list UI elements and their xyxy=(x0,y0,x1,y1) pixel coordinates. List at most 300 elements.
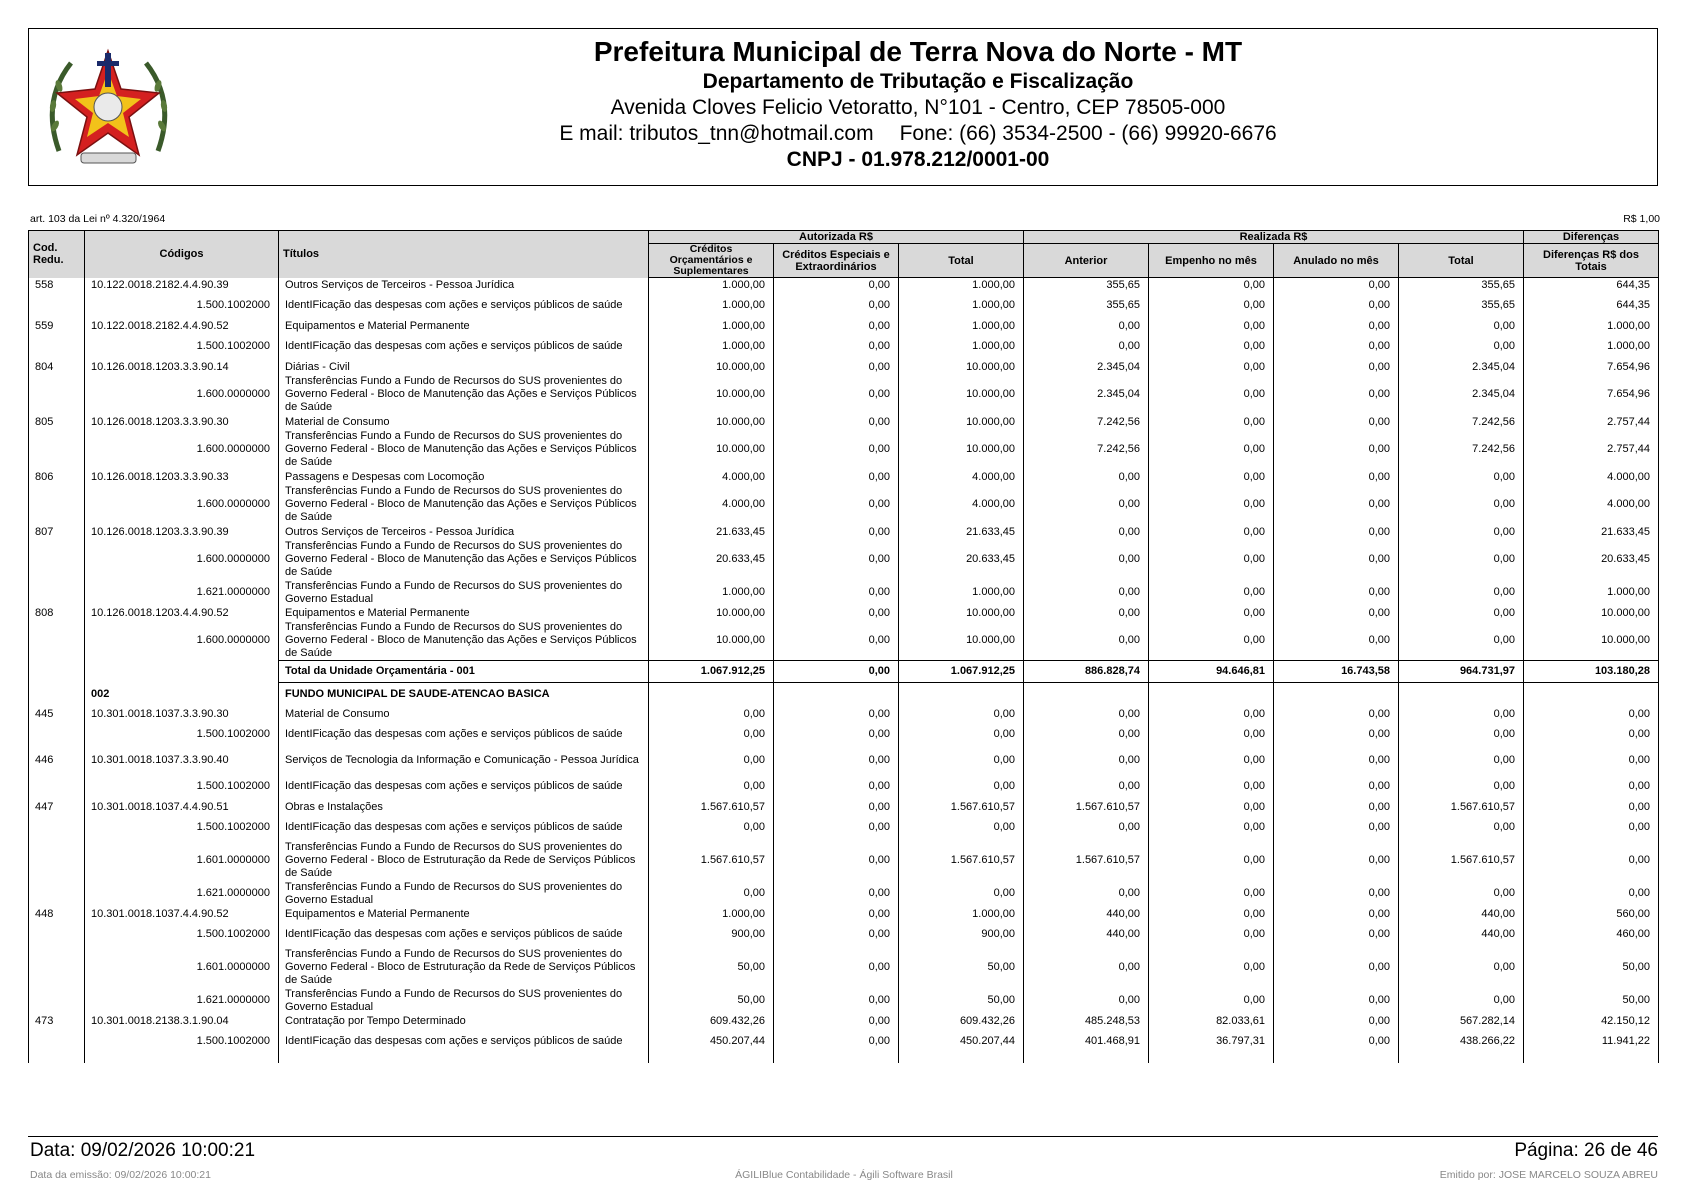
cell-credito-especial: 0,00 xyxy=(774,661,899,683)
cell-total-autorizada: 0,00 xyxy=(899,774,1024,800)
cell-total-autorizada: 10.000,00 xyxy=(899,621,1024,661)
cell-total-autorizada: 1.000,00 xyxy=(899,278,1024,293)
cell-title: IdentIFicação das despesas com ações e serviços públicos de saúde xyxy=(279,334,649,360)
cell-cod: 806 xyxy=(29,470,85,485)
cell-anulado: 0,00 xyxy=(1274,907,1399,922)
cell-code: 1.621.0000000 xyxy=(85,881,279,907)
cell-credito-orcamentario: 1.000,00 xyxy=(649,278,774,293)
address: Avenida Cloves Felicio Vetoratto, N°101 - Centro, CEP 78505-000 xyxy=(610,96,1226,119)
cell-empenho: 0,00 xyxy=(1149,606,1274,621)
cell-cod xyxy=(29,774,85,800)
cell-diferenca: 2.757,44 xyxy=(1524,430,1659,470)
table-subrow xyxy=(29,1029,1659,1055)
cell-title: Equipamentos e Material Permanente xyxy=(279,907,649,922)
cell-cod: 804 xyxy=(29,360,85,375)
cell-diferenca: 42.150,12 xyxy=(1524,1014,1659,1029)
cell-credito-especial: 0,00 xyxy=(774,540,899,580)
cell-code: 1.601.0000000 xyxy=(85,841,279,881)
cell-empenho: 0,00 xyxy=(1149,707,1274,722)
cell-diferenca: 0,00 xyxy=(1524,815,1659,841)
cell-diferenca: 644,35 xyxy=(1524,278,1659,293)
emission-date: Data da emissão: 09/02/2026 10:00:21 xyxy=(30,1169,211,1181)
cell-title: Equipamentos e Material Permanente xyxy=(279,606,649,621)
cell-anulado: 0,00 xyxy=(1274,722,1399,748)
col-anulado: Anulado no mês xyxy=(1274,244,1399,278)
cell-anterior: 0,00 xyxy=(1024,621,1149,661)
cell-anulado: 0,00 xyxy=(1274,841,1399,881)
cell-credito-orcamentario: 10.000,00 xyxy=(649,606,774,621)
cell-diferenca: 560,00 xyxy=(1524,907,1659,922)
cell-credito-orcamentario: 21.633,45 xyxy=(649,525,774,540)
cell-empty xyxy=(1399,683,1524,707)
cell-anterior: 0,00 xyxy=(1024,707,1149,722)
cell-code: 10.126.0018.1203.3.3.90.39 xyxy=(85,525,279,540)
cell-diferenca: 1.000,00 xyxy=(1524,319,1659,334)
table-subrow xyxy=(29,334,1659,360)
cell-credito-orcamentario: 609.432,26 xyxy=(649,1014,774,1029)
group-autorizada: Autorizada R$ xyxy=(649,231,1024,244)
cell-diferenca: 7.654,96 xyxy=(1524,375,1659,415)
cell-total-realizada: 440,00 xyxy=(1399,922,1524,948)
cell-anulado: 0,00 xyxy=(1274,815,1399,841)
cell-code xyxy=(85,661,279,683)
cell-empenho: 0,00 xyxy=(1149,293,1274,319)
cell-diferenca: 4.000,00 xyxy=(1524,485,1659,525)
cell-cod xyxy=(29,485,85,525)
cell-total-autorizada: 1.000,00 xyxy=(899,334,1024,360)
cell-total-autorizada: 21.633,45 xyxy=(899,525,1024,540)
table-subrow xyxy=(29,485,1659,525)
cell-anterior: 485.248,53 xyxy=(1024,1014,1149,1029)
cell-anulado: 0,00 xyxy=(1274,485,1399,525)
cell-total-realizada: 0,00 xyxy=(1399,881,1524,907)
cell-anterior: 0,00 xyxy=(1024,319,1149,334)
cell-anulado: 0,00 xyxy=(1274,606,1399,621)
col-anterior: Anterior xyxy=(1024,244,1149,278)
cell-total-realizada: 438.266,22 xyxy=(1399,1029,1524,1055)
cell-credito-orcamentario: 450.207,44 xyxy=(649,1029,774,1055)
municipality-title: Prefeitura Municipal de Terra Nova do Norte - MT xyxy=(593,36,1243,67)
cell-title: Outros Serviços de Terceiros - Pessoa Jurídica xyxy=(279,525,649,540)
cell-code: 10.122.0018.2182.4.4.90.52 xyxy=(85,319,279,334)
cell-anulado: 0,00 xyxy=(1274,948,1399,988)
cell-empty xyxy=(1274,683,1399,707)
cell-credito-orcamentario: 1.000,00 xyxy=(649,334,774,360)
cell-credito-orcamentario: 0,00 xyxy=(649,722,774,748)
cell-anterior: 440,00 xyxy=(1024,907,1149,922)
cell-credito-orcamentario: 4.000,00 xyxy=(649,470,774,485)
cell-credito-especial: 0,00 xyxy=(774,1014,899,1029)
cell-credito-especial: 0,00 xyxy=(774,800,899,815)
cell-title: Material de Consumo xyxy=(279,707,649,722)
cell-credito-especial: 0,00 xyxy=(774,815,899,841)
cell-cod xyxy=(29,621,85,661)
group-diferencas: Diferenças xyxy=(1524,231,1659,244)
cell-anulado: 0,00 xyxy=(1274,707,1399,722)
cell-empenho: 0,00 xyxy=(1149,580,1274,606)
cell-title: IdentIFicação das despesas com ações e serviços públicos de saúde xyxy=(279,1029,649,1055)
cell-title: Transferências Fundo a Fundo de Recursos do SUS provenientes do Governo Federal - Bloco de Manutenção das Ações e Serviços Públicos de Saúde xyxy=(279,621,649,661)
cell-code: 10.122.0018.2182.4.4.90.39 xyxy=(85,278,279,293)
cell-total-realizada: 0,00 xyxy=(1399,470,1524,485)
table-subrow xyxy=(29,881,1659,907)
cell-credito-orcamentario: 1.067.912,25 xyxy=(649,661,774,683)
cell-empenho: 0,00 xyxy=(1149,907,1274,922)
page-number: Página: 26 de 46 xyxy=(1514,1140,1658,1161)
cell-cod: 559 xyxy=(29,319,85,334)
cell-total-realizada: 2.345,04 xyxy=(1399,360,1524,375)
cell-empenho: 0,00 xyxy=(1149,540,1274,580)
cell-total-realizada: 1.567.610,57 xyxy=(1399,800,1524,815)
cell-diferenca: 10.000,00 xyxy=(1524,606,1659,621)
table-row xyxy=(29,748,1659,774)
cell-empenho: 0,00 xyxy=(1149,430,1274,470)
cell-total-realizada: 2.345,04 xyxy=(1399,375,1524,415)
cell-cod xyxy=(29,1029,85,1055)
cell-empenho: 0,00 xyxy=(1149,841,1274,881)
table-row xyxy=(29,319,1659,334)
cell-anterior: 440,00 xyxy=(1024,922,1149,948)
cell-total-autorizada: 0,00 xyxy=(899,815,1024,841)
report-subheader xyxy=(30,213,1660,227)
cell-total-realizada: 7.242,56 xyxy=(1399,430,1524,470)
cell-total-autorizada: 50,00 xyxy=(899,988,1024,1014)
cell-total-autorizada: 1.000,00 xyxy=(899,580,1024,606)
cell-credito-especial: 0,00 xyxy=(774,415,899,430)
cell-code: 1.600.0000000 xyxy=(85,540,279,580)
cell-credito-orcamentario: 4.000,00 xyxy=(649,485,774,525)
cell-total-realizada: 0,00 xyxy=(1399,621,1524,661)
cell-anterior: 0,00 xyxy=(1024,774,1149,800)
cell-credito-orcamentario: 10.000,00 xyxy=(649,360,774,375)
cell-diferenca: 0,00 xyxy=(1524,800,1659,815)
cell-total-autorizada: 10.000,00 xyxy=(899,606,1024,621)
cell-total-realizada: 0,00 xyxy=(1399,988,1524,1014)
cell-code: 10.301.0018.2138.3.1.90.04 xyxy=(85,1014,279,1029)
cell-code: 002 xyxy=(85,683,279,707)
cell-title: Passagens e Despesas com Locomoção xyxy=(279,470,649,485)
table-subrow xyxy=(29,988,1659,1014)
cell-anterior: 886.828,74 xyxy=(1024,661,1149,683)
table-row xyxy=(29,470,1659,485)
cell-title: Diárias - Civil xyxy=(279,360,649,375)
cell-credito-orcamentario: 0,00 xyxy=(649,815,774,841)
cell-credito-especial: 0,00 xyxy=(774,360,899,375)
cell-anulado: 0,00 xyxy=(1274,621,1399,661)
cell-anterior: 1.567.610,57 xyxy=(1024,800,1149,815)
cell-diferenca: 0,00 xyxy=(1524,841,1659,881)
cell-anterior: 0,00 xyxy=(1024,334,1149,360)
cell-anulado: 0,00 xyxy=(1274,293,1399,319)
emitted-by: Emitido por: JOSE MARCELO SOUZA ABREU xyxy=(1439,1169,1658,1181)
cell-credito-orcamentario: 50,00 xyxy=(649,948,774,988)
cell-credito-orcamentario: 1.000,00 xyxy=(649,293,774,319)
cell-title: Transferências Fundo a Fundo de Recursos do SUS provenientes do Governo Federal - Bloco de Manutenção das Ações e Serviços Públicos de Saúde xyxy=(279,485,649,525)
cell-total-autorizada: 1.567.610,57 xyxy=(899,800,1024,815)
cell-total-autorizada: 450.207,44 xyxy=(899,1029,1024,1055)
cell-cod xyxy=(29,375,85,415)
cell-total-realizada: 0,00 xyxy=(1399,707,1524,722)
cell-empty xyxy=(1524,683,1659,707)
cell-title: Contratação por Tempo Determinado xyxy=(279,1014,649,1029)
cell-total-realizada: 964.731,97 xyxy=(1399,661,1524,683)
cell-empenho: 36.797,31 xyxy=(1149,1029,1274,1055)
cell-empenho: 0,00 xyxy=(1149,988,1274,1014)
cell-diferenca: 103.180,28 xyxy=(1524,661,1659,683)
cell-title: Material de Consumo xyxy=(279,415,649,430)
col-cod: Cod. Redu. xyxy=(29,231,85,278)
cell-title: Serviços de Tecnologia da Informação e Comunicação - Pessoa Jurídica xyxy=(279,748,649,774)
cell-total-autorizada: 1.067.912,25 xyxy=(899,661,1024,683)
cell-anterior: 355,65 xyxy=(1024,293,1149,319)
table-subrow xyxy=(29,774,1659,800)
cell-title: Transferências Fundo a Fundo de Recursos do SUS provenientes do Governo Federal - Bloco de Manutenção das Ações e Serviços Públicos de Saúde xyxy=(279,375,649,415)
currency-unit: R$ 1,00 xyxy=(1623,213,1660,225)
table-row xyxy=(29,360,1659,375)
cell-total-autorizada: 10.000,00 xyxy=(899,430,1024,470)
cell-total-realizada: 567.282,14 xyxy=(1399,1014,1524,1029)
cell-total-autorizada: 4.000,00 xyxy=(899,485,1024,525)
cell-code: 10.301.0018.1037.3.3.90.30 xyxy=(85,707,279,722)
cell-total-realizada: 440,00 xyxy=(1399,907,1524,922)
cell-empenho: 0,00 xyxy=(1149,948,1274,988)
footer-main xyxy=(30,1140,1658,1164)
table-subrow xyxy=(29,293,1659,319)
cell-anterior: 7.242,56 xyxy=(1024,415,1149,430)
cell-total-realizada: 0,00 xyxy=(1399,485,1524,525)
cell-credito-orcamentario: 1.567.610,57 xyxy=(649,800,774,815)
cell-total-autorizada: 0,00 xyxy=(899,707,1024,722)
cell-anterior: 0,00 xyxy=(1024,525,1149,540)
cell-anterior: 0,00 xyxy=(1024,606,1149,621)
table-subrow xyxy=(29,430,1659,470)
cell-cod xyxy=(29,580,85,606)
cell-empenho: 0,00 xyxy=(1149,774,1274,800)
cell-empenho: 0,00 xyxy=(1149,922,1274,948)
cell-credito-orcamentario: 0,00 xyxy=(649,774,774,800)
cell-diferenca: 0,00 xyxy=(1524,774,1659,800)
cell-credito-orcamentario: 20.633,45 xyxy=(649,540,774,580)
cell-anulado: 0,00 xyxy=(1274,278,1399,293)
cell-anulado: 0,00 xyxy=(1274,580,1399,606)
cell-title: Transferências Fundo a Fundo de Recursos do SUS provenientes do Governo Federal - Bloco de Estruturação da Rede de Serviços Públicos de Saúde xyxy=(279,841,649,881)
cell-credito-especial: 0,00 xyxy=(774,621,899,661)
cell-code: 1.621.0000000 xyxy=(85,580,279,606)
contact-line xyxy=(179,121,1657,147)
cell-total-realizada: 355,65 xyxy=(1399,278,1524,293)
cell-cod: 446 xyxy=(29,748,85,774)
cell-cod: 558 xyxy=(29,278,85,293)
table-row xyxy=(29,800,1659,815)
cell-credito-especial: 0,00 xyxy=(774,293,899,319)
cell-credito-orcamentario: 0,00 xyxy=(649,881,774,907)
col-diferencas-totais: Diferenças R$ dos Totais xyxy=(1524,244,1659,278)
budget-execution-table xyxy=(28,230,1659,1063)
cell-diferenca: 20.633,45 xyxy=(1524,540,1659,580)
cell-title: Transferências Fundo a Fundo de Recursos do SUS provenientes do Governo Federal - Bloco de Manutenção das Ações e Serviços Públicos de Saúde xyxy=(279,430,649,470)
cell-cod: 448 xyxy=(29,907,85,922)
cell-credito-especial: 0,00 xyxy=(774,278,899,293)
table-body xyxy=(29,278,1659,1055)
cell-cod: 445 xyxy=(29,707,85,722)
cell-credito-especial: 0,00 xyxy=(774,580,899,606)
footer-date: Data: 09/02/2026 10:00:21 xyxy=(30,1140,256,1161)
cell-cod xyxy=(29,922,85,948)
table-subrow xyxy=(29,375,1659,415)
cell-credito-orcamentario: 1.000,00 xyxy=(649,319,774,334)
cell-cod xyxy=(29,661,85,683)
col-empenho: Empenho no mês xyxy=(1149,244,1274,278)
cell-credito-especial: 0,00 xyxy=(774,722,899,748)
cell-anulado: 16.743,58 xyxy=(1274,661,1399,683)
col-titulos: Títulos xyxy=(279,231,649,278)
cell-diferenca: 21.633,45 xyxy=(1524,525,1659,540)
cell-credito-especial: 0,00 xyxy=(774,841,899,881)
cell-title: Equipamentos e Material Permanente xyxy=(279,319,649,334)
cell-title: IdentIFicação das despesas com ações e serviços públicos de saúde xyxy=(279,722,649,748)
cell-code: 1.600.0000000 xyxy=(85,430,279,470)
cell-credito-especial: 0,00 xyxy=(774,948,899,988)
cell-cod: 807 xyxy=(29,525,85,540)
cell-cod xyxy=(29,683,85,707)
cell-empenho: 0,00 xyxy=(1149,800,1274,815)
cnpj: CNPJ - 01.978.212/0001-00 xyxy=(786,148,1050,171)
cell-total-autorizada: 900,00 xyxy=(899,922,1024,948)
cell-credito-especial: 0,00 xyxy=(774,334,899,360)
cell-title: Transferências Fundo a Fundo de Recursos do SUS provenientes do Governo Estadual xyxy=(279,580,649,606)
cell-cod: 805 xyxy=(29,415,85,430)
cell-credito-orcamentario: 10.000,00 xyxy=(649,415,774,430)
cell-code: 1.500.1002000 xyxy=(85,922,279,948)
cell-code: 1.600.0000000 xyxy=(85,375,279,415)
cell-credito-orcamentario: 900,00 xyxy=(649,922,774,948)
cell-empenho: 0,00 xyxy=(1149,881,1274,907)
table-row xyxy=(29,525,1659,540)
cell-total-realizada: 1.567.610,57 xyxy=(1399,841,1524,881)
report-header xyxy=(28,28,1658,186)
cell-diferenca: 0,00 xyxy=(1524,881,1659,907)
cell-diferenca: 7.654,96 xyxy=(1524,360,1659,375)
cell-diferenca: 2.757,44 xyxy=(1524,415,1659,430)
cell-anterior: 1.567.610,57 xyxy=(1024,841,1149,881)
cell-code: 10.301.0018.1037.4.4.90.51 xyxy=(85,800,279,815)
cell-total-autorizada: 0,00 xyxy=(899,881,1024,907)
table-subrow xyxy=(29,841,1659,881)
cell-diferenca: 644,35 xyxy=(1524,293,1659,319)
phone: Fone: (66) 3534-2500 - (66) 99920-6676 xyxy=(899,122,1277,145)
cell-code: 10.301.0018.1037.3.3.90.40 xyxy=(85,748,279,774)
table-subrow xyxy=(29,580,1659,606)
software-name: ÁGILIBlue Contabilidade - Ágili Software Brasil xyxy=(735,1169,953,1181)
cell-cod xyxy=(29,841,85,881)
cell-empenho: 0,00 xyxy=(1149,485,1274,525)
cell-credito-orcamentario: 50,00 xyxy=(649,988,774,1014)
cell-code: 1.601.0000000 xyxy=(85,948,279,988)
cell-empty xyxy=(899,683,1024,707)
cell-empty xyxy=(1024,683,1149,707)
cell-credito-especial: 0,00 xyxy=(774,748,899,774)
cell-empenho: 0,00 xyxy=(1149,748,1274,774)
cell-diferenca: 50,00 xyxy=(1524,988,1659,1014)
cell-total-realizada: 0,00 xyxy=(1399,580,1524,606)
table-subrow xyxy=(29,621,1659,661)
cell-empenho: 0,00 xyxy=(1149,815,1274,841)
cell-anterior: 0,00 xyxy=(1024,540,1149,580)
table-row xyxy=(29,1014,1659,1029)
cell-total-realizada: 0,00 xyxy=(1399,606,1524,621)
cell-anulado: 0,00 xyxy=(1274,748,1399,774)
cell-empenho: 0,00 xyxy=(1149,621,1274,661)
cell-total-realizada: 0,00 xyxy=(1399,540,1524,580)
table-row xyxy=(29,415,1659,430)
col-codigos: Códigos xyxy=(85,231,279,278)
cell-anulado: 0,00 xyxy=(1274,430,1399,470)
cell-credito-especial: 0,00 xyxy=(774,774,899,800)
col-total-autorizada: Total xyxy=(899,244,1024,278)
cell-diferenca: 0,00 xyxy=(1524,748,1659,774)
cell-empenho: 0,00 xyxy=(1149,415,1274,430)
cell-empty xyxy=(1149,683,1274,707)
cell-credito-especial: 0,00 xyxy=(774,430,899,470)
cell-credito-orcamentario: 1.000,00 xyxy=(649,907,774,922)
cell-anterior: 355,65 xyxy=(1024,278,1149,293)
cell-empenho: 0,00 xyxy=(1149,319,1274,334)
cell-code: 1.621.0000000 xyxy=(85,988,279,1014)
cell-anterior: 0,00 xyxy=(1024,470,1149,485)
col-creditos-especiais: Créditos Especiais e Extraordinários xyxy=(774,244,899,278)
cell-code: 10.126.0018.1203.4.4.90.52 xyxy=(85,606,279,621)
cell-anterior: 0,00 xyxy=(1024,988,1149,1014)
cell-title: IdentIFicação das despesas com ações e serviços públicos de saúde xyxy=(279,815,649,841)
cell-cod xyxy=(29,334,85,360)
cell-anulado: 0,00 xyxy=(1274,334,1399,360)
footer-meta xyxy=(30,1169,1658,1183)
cell-anulado: 0,00 xyxy=(1274,1029,1399,1055)
cell-credito-especial: 0,00 xyxy=(774,319,899,334)
cell-anterior: 7.242,56 xyxy=(1024,430,1149,470)
cell-total-realizada: 0,00 xyxy=(1399,774,1524,800)
cell-code: 10.126.0018.1203.3.3.90.30 xyxy=(85,415,279,430)
cell-total-autorizada: 20.633,45 xyxy=(899,540,1024,580)
cell-total-autorizada: 609.432,26 xyxy=(899,1014,1024,1029)
group-row xyxy=(29,683,1659,707)
cell-total-autorizada: 50,00 xyxy=(899,948,1024,988)
cell-total-realizada: 0,00 xyxy=(1399,525,1524,540)
cell-anulado: 0,00 xyxy=(1274,988,1399,1014)
cell-credito-especial: 0,00 xyxy=(774,707,899,722)
total-row xyxy=(29,661,1659,683)
cell-diferenca: 1.000,00 xyxy=(1524,334,1659,360)
group-realizada: Realizada R$ xyxy=(1024,231,1524,244)
cell-empenho: 0,00 xyxy=(1149,525,1274,540)
cell-anterior: 2.345,04 xyxy=(1024,375,1149,415)
cell-anterior: 0,00 xyxy=(1024,881,1149,907)
cell-diferenca: 1.000,00 xyxy=(1524,580,1659,606)
cell-code: 1.600.0000000 xyxy=(85,485,279,525)
cell-credito-orcamentario: 0,00 xyxy=(649,748,774,774)
cell-credito-orcamentario: 1.000,00 xyxy=(649,580,774,606)
table-subrow xyxy=(29,540,1659,580)
cell-anterior: 0,00 xyxy=(1024,948,1149,988)
cell-diferenca: 10.000,00 xyxy=(1524,621,1659,661)
cell-code: 1.500.1002000 xyxy=(85,1029,279,1055)
cell-diferenca: 4.000,00 xyxy=(1524,470,1659,485)
cell-cod xyxy=(29,988,85,1014)
cell-cod xyxy=(29,881,85,907)
cell-title: IdentIFicação das despesas com ações e serviços públicos de saúde xyxy=(279,293,649,319)
cell-total-realizada: 0,00 xyxy=(1399,722,1524,748)
cell-credito-especial: 0,00 xyxy=(774,922,899,948)
